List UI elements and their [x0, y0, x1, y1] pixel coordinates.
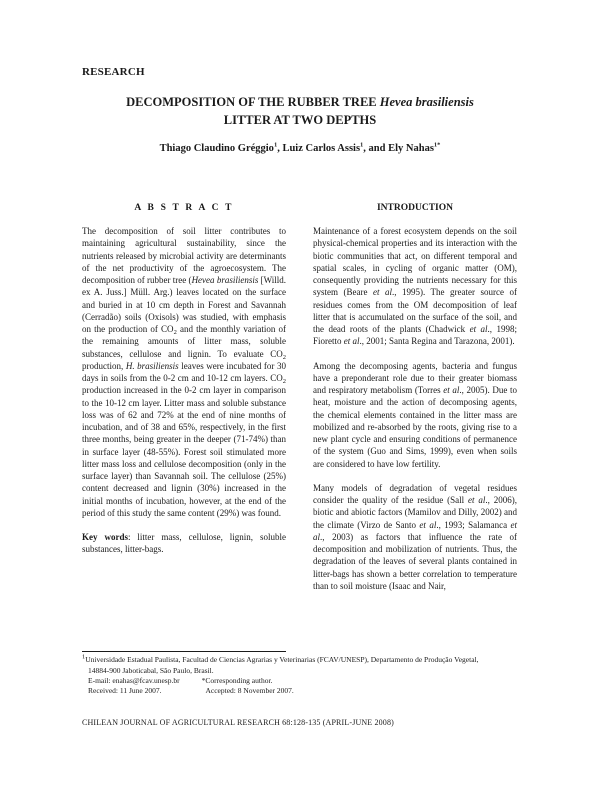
- footnote-contact: E-mail: enahas@fcav.unesp.br *Corresponding author.: [88, 676, 273, 685]
- section-label: RESEARCH: [82, 66, 145, 78]
- footnote-affiliation: $^1$Universidade Estadual Paulista, Facultad de Ciencias Agrarias y Veterinarias (FCAV/UNESP), Departamento de Produção Vegetal,: [82, 653, 479, 664]
- footnote-divider: [82, 651, 286, 652]
- intro-paragraph-1: Maintenance of a forest ecosystem depends on the soil physical-chemical properties and its interaction with the biotic communities that act, on different temporal and spatial scales, in cycling of organic matter (OM), consequently providing the nutrients necessary for this system (Beare et al., 1995). The greater source of residues comes from the OM decomposition of leaf litter that is accumulated on the surface of the soil, and the dead roots of the plants (Chadwick et al., 1998; Fioretto et al., 2001; Santa Regina and Tarazona, 2001).: [313, 226, 518, 347]
- footnote-dates: Received: 11 June 2007. Accepted: 8 November 2007.: [88, 686, 294, 695]
- footnote-address: 14884-900 Jaboticabal, São Paulo, Brasil.: [88, 666, 214, 675]
- introduction-heading: INTRODUCTION: [376, 203, 453, 213]
- abstract-heading: A B S T R A C T: [134, 203, 234, 213]
- paper-title-line-1: DECOMPOSITION OF THE RUBBER TREE Hevea brasiliensis: [126, 95, 474, 109]
- author-list: Thiago Claudino Gréggio$^1$, Luiz Carlos Assis$^1$, and Ely Nahas$^{1*}$: [159, 141, 441, 154]
- keywords: Key words: litter mass, cellulose, lignin, soluble substances, litter-bags.: [82, 532, 287, 555]
- journal-citation: CHILEAN JOURNAL OF AGRICULTURAL RESEARCH 68:128-135 (APRIL-JUNE 2008): [82, 718, 394, 727]
- intro-paragraph-3: Many models of degradation of vegetal residues consider the quality of the residue (Sall et al., 2006), biotic and abiotic factors (Mamilov and Dilly, 2002) and the climate (Virzo de Santo et al., 1993; Salamanca et al., 2003) as factors that influence the rate of decomposition and mobilization of nutrients. Thus, the degradation of the leaves of several plants contained in litter-bags has shown a better correlation to temperature than to soil moisture (Isaac and Nair,: [313, 482, 518, 591]
- introduction-column: [313, 225, 517, 592]
- abstract-column: [82, 225, 286, 556]
- abstract-paragraph: The decomposition of soil litter contributes to maintaining agricultural sustainability, since the nutrients released by microbial activity are determinants of the net productivity of the agroecosystem. The decomposition of rubber tree (Hevea brasiliensis [Willd. ex A. Juss.] Müll. Arg.) leaves located on the surface and buried in at 10 cm depth in Forest and Savannah (Cerradão) soils (Oxisols) was studied, with emphasis on the production of $CO_2$ and the monthly variation of the remaining amounts of litter mass, soluble substances, cellulose and lignin. To evaluate $CO_2$ production, H. brasiliensis leaves were incubated for 30 days in soils from the 0-2 cm and 10-12 cm layers. $CO_2$ production increased in the 0-2 cm layer in comparison to the 10-12 cm layer. Litter mass and soluble substance loss was of 62 and 72% at the end of nine months of incubation, and of 38 and 65%, respectively, in the first three months, being greater in the deeper (71-74%) than in surface layer (48-55%). Forest soil stimulated more litter mass loss and cellulose decomposition (only in the surface layer) than Savannah soil. The cellulose (25%) content decreased and lignin (30%) increased in the initial months of incubation, however, at the end of the period of this study the same content (29%) was found.: [82, 226, 287, 518]
- paper-title-line-2: LITTER AT TWO DEPTHS: [223, 113, 377, 127]
- intro-paragraph-2: Among the decomposing agents, bacteria and fungus have a preponderant role due to their greater biomass and respiratory metabolism (Torres et al., 2005). Due to heat, moisture and the action of decomposing agents, the chemical elements contained in the litter mass are mobilized and re-absorbed by the roots, giving rise to a new plant cycle and ensuring conditions of permanence of the system (Guo and Sims, 1999), even when soils are considered to have low fertility.: [313, 360, 517, 469]
